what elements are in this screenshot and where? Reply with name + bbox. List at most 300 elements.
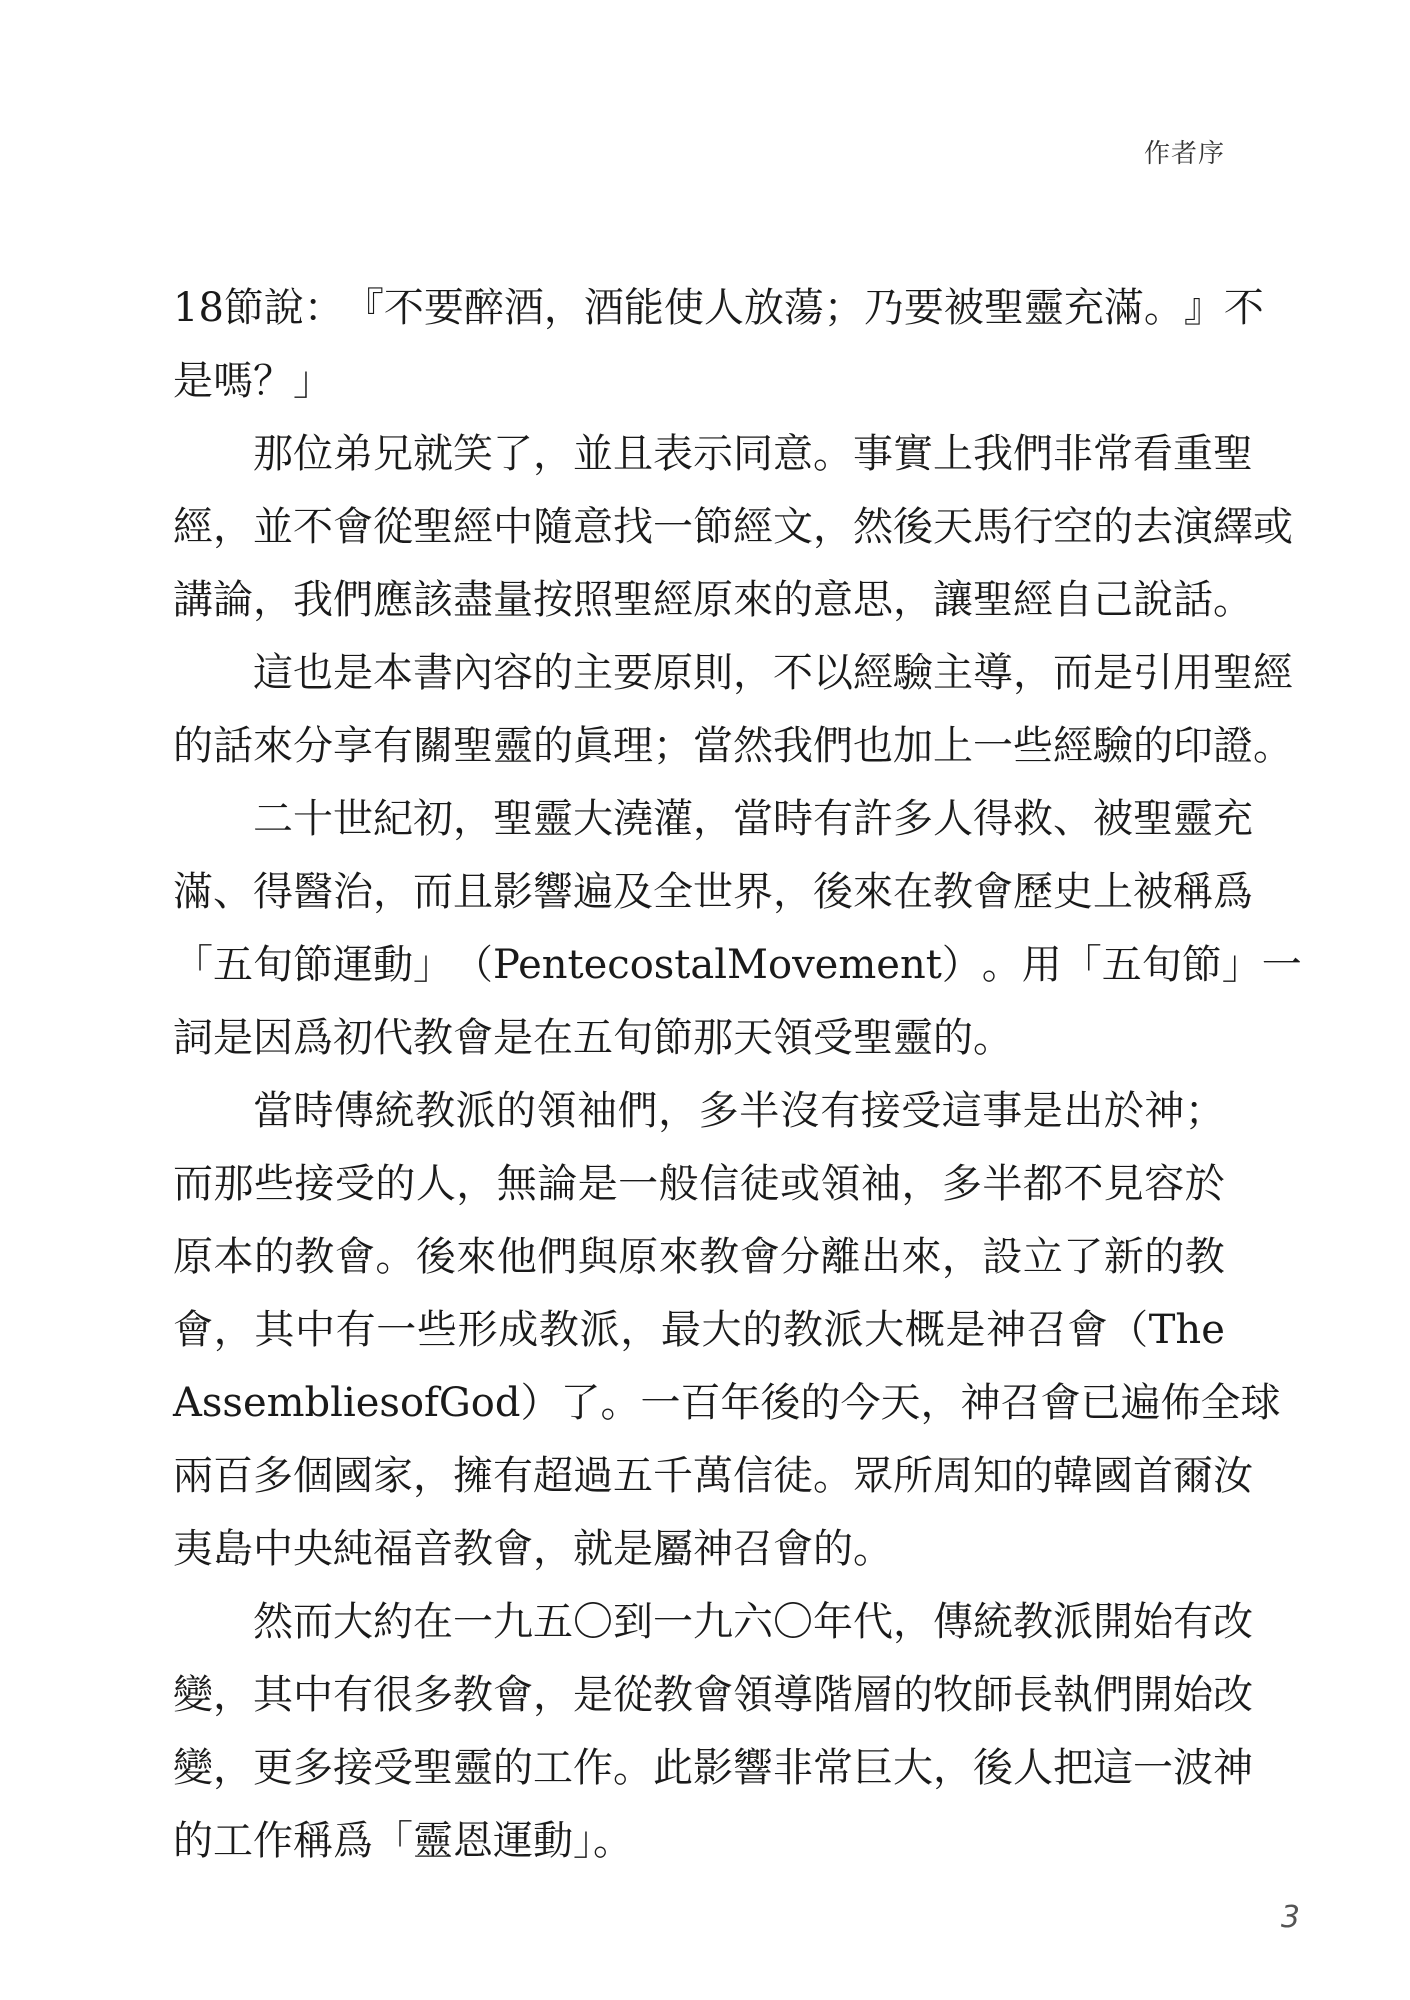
text-glyph: 佈 [1160, 1380, 1201, 1426]
text-glyph: 影 [693, 1745, 733, 1791]
text-glyph: 遍 [573, 869, 613, 915]
text-glyph: 執 [1053, 1672, 1093, 1718]
text-glyph: 聖 [1133, 796, 1173, 842]
text-glyph: 了 [1063, 1234, 1104, 1280]
text-glyph: 百 [213, 1453, 253, 1499]
text-glyph: Pentecostal [493, 942, 728, 988]
text-glyph: 本 [373, 650, 413, 696]
text-glyph: ， [733, 650, 773, 696]
text-glyph: ， [693, 796, 733, 842]
text-glyph: 節 [293, 942, 333, 988]
text-glyph: 爲 [1213, 869, 1253, 915]
text-glyph: 則 [693, 650, 733, 696]
text-glyph: 是 [945, 1307, 986, 1353]
text-glyph: 們 [617, 1088, 658, 1134]
text-glyph: 不 [1223, 285, 1264, 331]
text-glyph: 中 [294, 1307, 335, 1353]
text-glyph: 當 [733, 796, 773, 842]
text-glyph: 長 [1013, 1672, 1053, 1718]
text-glyph: 然 [253, 1599, 293, 1645]
text-line [173, 929, 1302, 1002]
text-glyph: 改 [1213, 1672, 1253, 1718]
text-glyph: 些 [253, 1161, 294, 1207]
text-glyph: 的 [253, 1234, 294, 1280]
text-glyph: 信 [699, 1161, 740, 1207]
text-glyph: 上 [933, 431, 973, 477]
text-glyph: ， [213, 1307, 254, 1353]
text-glyph: 首 [1133, 1453, 1173, 1499]
text-glyph: 中 [293, 1672, 333, 1718]
text-glyph: 召 [1026, 1307, 1067, 1353]
text-glyph: 有 [813, 796, 853, 842]
text-glyph: Movement [727, 942, 942, 988]
text-glyph: 兄 [373, 431, 413, 477]
text-glyph: 的 [893, 1672, 933, 1718]
text-glyph: 召 [1000, 1380, 1041, 1426]
text-glyph: 經 [1253, 650, 1293, 696]
text-glyph: 波 [1173, 1745, 1213, 1791]
text-glyph: 一 [1261, 942, 1302, 988]
text-glyph: 個 [293, 1453, 333, 1499]
text-glyph: 袖 [577, 1088, 618, 1134]
text-glyph: 教 [294, 1234, 335, 1280]
text-glyph: 充 [1213, 796, 1253, 842]
text-glyph: 史 [1053, 869, 1093, 915]
text-glyph: 傳 [334, 1088, 375, 1134]
text-glyph: ， [1013, 650, 1053, 696]
text-glyph: 汝 [1213, 1453, 1253, 1499]
text-glyph: 以 [813, 650, 853, 696]
text-glyph: 「 [1061, 942, 1102, 988]
text-glyph: 神 [1213, 1745, 1253, 1791]
text-glyph: 原 [173, 1234, 213, 1280]
text-glyph: 球 [1240, 1380, 1281, 1426]
text-glyph: 經 [173, 504, 213, 550]
text-glyph: 去 [1133, 504, 1173, 550]
text-glyph: 能 [623, 285, 664, 331]
text-glyph: God [438, 1380, 521, 1426]
text-glyph: 們 [1093, 1672, 1133, 1718]
text-glyph: 大 [701, 1307, 742, 1353]
text-glyph: 。 [813, 1453, 853, 1499]
text-glyph: 形 [457, 1307, 498, 1353]
text-glyph: 牧 [933, 1672, 973, 1718]
text-glyph: 人 [933, 796, 973, 842]
text-glyph: 其 [254, 1307, 295, 1353]
text-glyph: 其 [253, 1672, 293, 1718]
text-glyph: 有 [493, 1453, 533, 1499]
text-glyph: 」 [413, 942, 453, 988]
text-glyph: 我 [973, 431, 1013, 477]
text-glyph: The [1148, 1307, 1225, 1353]
text-glyph: 會 [739, 1234, 780, 1280]
text-glyph: 事 [982, 1088, 1023, 1134]
text-glyph: ， [813, 504, 853, 550]
text-glyph: 」 [1221, 942, 1262, 988]
text-glyph: 會 [334, 1234, 375, 1280]
text-glyph: 會 [493, 1672, 533, 1718]
text-glyph: 成 [498, 1307, 539, 1353]
running-header: 作者序 [1143, 139, 1225, 169]
text-glyph: 接 [333, 1745, 373, 1791]
text-glyph: 常 [1093, 431, 1133, 477]
text-glyph: 聖 [983, 285, 1024, 331]
text-glyph: 且 [613, 431, 653, 477]
text-glyph: 更 [253, 1745, 293, 1791]
text-glyph: 要 [423, 285, 464, 331]
text-glyph: 馬 [973, 504, 1013, 550]
text-glyph: 後 [415, 1234, 456, 1280]
text-glyph: 經 [453, 504, 493, 550]
text-glyph: 論 [537, 1161, 578, 1207]
text-glyph: 設 [982, 1234, 1023, 1280]
text-glyph: 始 [1133, 1599, 1173, 1645]
text-glyph: 一 [653, 504, 693, 550]
text-glyph: 或 [1253, 504, 1293, 550]
text-glyph: 表 [653, 431, 693, 477]
text-glyph: 很 [373, 1672, 413, 1718]
text-glyph: 容 [493, 650, 533, 696]
text-line [173, 272, 1264, 345]
text-glyph: 會 [333, 504, 373, 550]
text-line [173, 1659, 1253, 1732]
text-glyph: 人 [703, 285, 744, 331]
text-glyph: 這 [253, 650, 293, 696]
text-glyph: 人 [415, 1161, 456, 1207]
text-glyph: 多 [698, 1088, 739, 1134]
text-glyph: 〇 [773, 1599, 813, 1645]
text-glyph: 響 [733, 1745, 773, 1791]
text-glyph: 聖 [1213, 650, 1253, 696]
text-glyph: 時 [293, 1088, 334, 1134]
text-glyph: 醉 [463, 285, 504, 331]
text-glyph: 後 [760, 1380, 801, 1426]
text-glyph: 是 [573, 1672, 613, 1718]
text-glyph: 被 [1093, 796, 1133, 842]
text-glyph: ， [213, 1672, 253, 1718]
text-glyph: 世 [333, 796, 373, 842]
text-glyph: 18 [173, 285, 224, 331]
text-glyph: 看 [1133, 431, 1173, 477]
text-glyph: 演 [1173, 504, 1213, 550]
text-glyph: 過 [573, 1453, 613, 1499]
text-glyph: 運 [333, 942, 373, 988]
text-line [173, 1148, 1225, 1221]
text-glyph: 放 [743, 285, 784, 331]
text-glyph: 一 [453, 1599, 493, 1645]
text-glyph: 中 [493, 504, 533, 550]
text-glyph: 不 [773, 650, 813, 696]
text-glyph: 大 [893, 1745, 933, 1791]
text-glyph: 多 [893, 796, 933, 842]
text-glyph: 歷 [1013, 869, 1053, 915]
text-glyph: 旬 [1141, 942, 1182, 988]
text-glyph: 教 [538, 1307, 579, 1353]
text-glyph: 有 [335, 1307, 376, 1353]
text-glyph: 。 [613, 1745, 653, 1791]
text-glyph: 分 [780, 1234, 821, 1280]
text-glyph: 。 [813, 431, 853, 477]
text-glyph: 當 [253, 1088, 293, 1134]
text-glyph: 界 [733, 869, 773, 915]
text-glyph: 受 [334, 1161, 375, 1207]
text-glyph: 教 [1013, 1599, 1053, 1645]
text-glyph: 而 [413, 869, 453, 915]
text-glyph: 多 [253, 1453, 293, 1499]
page-number: 3 [1280, 1900, 1300, 1935]
text-glyph: 靈 [453, 1745, 493, 1791]
text-glyph: 教 [782, 1307, 823, 1353]
text-glyph: 的 [1093, 504, 1133, 550]
text-glyph: 會 [1040, 1380, 1081, 1426]
text-glyph: 節 [1181, 942, 1222, 988]
text-glyph: 有 [820, 1088, 861, 1134]
text-glyph: 巨 [853, 1745, 893, 1791]
text-glyph: 會 [173, 1307, 213, 1353]
text-glyph: 經 [853, 650, 893, 696]
text-glyph: 弟 [333, 431, 373, 477]
text-glyph: 要 [903, 285, 944, 331]
text-glyph: ， [373, 869, 413, 915]
text-glyph: 無 [496, 1161, 537, 1207]
text-glyph: of [399, 1380, 439, 1426]
text-glyph: 工 [533, 1745, 573, 1791]
text-glyph: 。 [600, 1380, 641, 1426]
text-line: 夷島中央純福音教會，就是屬神召會的。 [173, 1526, 893, 1572]
text-glyph: 國 [333, 1453, 373, 1499]
text-glyph: ， [456, 1161, 497, 1207]
text-glyph: 澆 [613, 796, 653, 842]
text-glyph: 的 [1013, 1453, 1053, 1499]
text-glyph: 師 [973, 1672, 1013, 1718]
text-glyph: 受 [901, 1088, 942, 1134]
text-glyph: ， [893, 1599, 933, 1645]
text-glyph: 多 [413, 1672, 453, 1718]
text-glyph: 袖 [860, 1161, 901, 1207]
text-glyph: 得 [253, 869, 293, 915]
text-glyph: 。 [981, 942, 1022, 988]
text-glyph: 並 [253, 504, 293, 550]
text-glyph: 會 [693, 1672, 733, 1718]
text-glyph: 全 [1200, 1380, 1241, 1426]
text-glyph: 的 [493, 1745, 533, 1791]
text-glyph: 天 [880, 1380, 921, 1426]
text-glyph: 一 [653, 1599, 693, 1645]
text-glyph: 及 [613, 869, 653, 915]
text-glyph: 多 [941, 1161, 982, 1207]
text-glyph: 代 [853, 1599, 893, 1645]
text-glyph: ， [213, 504, 253, 550]
text-glyph: ） [520, 1380, 561, 1426]
text-glyph: 派 [579, 1307, 620, 1353]
text-glyph: 兩 [173, 1453, 213, 1499]
text-glyph: 立 [1022, 1234, 1063, 1280]
text-glyph: 五 [533, 1599, 573, 1645]
text-glyph: 酒 [503, 285, 544, 331]
text-glyph: 的 [375, 1161, 416, 1207]
text-line [173, 1586, 1253, 1659]
text-glyph: 而 [293, 1599, 333, 1645]
text-glyph: 於 [1184, 1161, 1225, 1207]
text-glyph: 事 [853, 431, 893, 477]
text-glyph: 經 [733, 504, 773, 550]
text-line: 詞是因爲初代教會是在五旬節那天領受聖靈的。 [173, 1015, 1013, 1061]
text-glyph: 得 [973, 796, 1013, 842]
text-glyph: 年 [813, 1599, 853, 1645]
text-glyph: 派 [455, 1088, 496, 1134]
text-glyph: 重 [1173, 431, 1213, 477]
text-glyph: 原 [653, 650, 693, 696]
text-glyph: 靈 [1173, 796, 1213, 842]
text-line [173, 637, 1293, 710]
text-glyph: 了 [560, 1380, 601, 1426]
text-glyph: 作 [573, 1745, 613, 1791]
text-glyph: 此 [653, 1745, 693, 1791]
text-glyph: ， [620, 1307, 661, 1353]
text-glyph: 繹 [1213, 504, 1253, 550]
text-glyph: 一 [618, 1161, 659, 1207]
text-glyph: 使 [663, 285, 704, 331]
text-glyph: 聖 [413, 1745, 453, 1791]
text-glyph: 聖 [413, 504, 453, 550]
text-glyph: 蕩 [783, 285, 824, 331]
text-glyph: 周 [933, 1453, 973, 1499]
text-glyph: 沒 [779, 1088, 820, 1134]
text-glyph: 他 [496, 1234, 537, 1280]
text-glyph: ， [773, 869, 813, 915]
text-glyph: 而 [173, 1161, 213, 1207]
text-glyph: 一 [640, 1380, 681, 1426]
text-glyph: 隨 [533, 504, 573, 550]
text-glyph: 被 [943, 285, 984, 331]
text-glyph: 醫 [293, 869, 333, 915]
text-glyph: 是 [333, 650, 373, 696]
text-glyph: 徒 [739, 1161, 780, 1207]
text-glyph: 靈 [533, 796, 573, 842]
text-glyph: 全 [653, 869, 693, 915]
text-glyph: 來 [901, 1234, 942, 1280]
text-glyph: 導 [973, 650, 1013, 696]
text-glyph: 領 [536, 1088, 577, 1134]
text-glyph: 萬 [693, 1453, 733, 1499]
text-glyph: 神 [1144, 1088, 1185, 1134]
text-glyph: 滿 [1103, 285, 1144, 331]
text-glyph: ， [901, 1161, 942, 1207]
text-glyph: 統 [374, 1088, 415, 1134]
text-glyph: 變 [173, 1672, 213, 1718]
text-glyph: 治 [333, 869, 373, 915]
body-text [173, 272, 1302, 1878]
text-glyph: 是 [1093, 650, 1133, 696]
text-glyph: 也 [293, 650, 333, 696]
text-glyph: 的 [533, 650, 573, 696]
text-glyph: 並 [573, 431, 613, 477]
text-glyph: 家 [373, 1453, 413, 1499]
text-glyph: ， [453, 796, 493, 842]
text-glyph: 。 [375, 1234, 416, 1280]
text-glyph: 教 [653, 1672, 693, 1718]
text-glyph: 擁 [453, 1453, 493, 1499]
text-glyph: 接 [860, 1088, 901, 1134]
text-glyph: 找 [613, 504, 653, 550]
text-glyph: 十 [293, 796, 333, 842]
text-line: 是嗎？」 [173, 358, 333, 404]
text-glyph: ） [941, 942, 982, 988]
text-glyph: 節 [223, 285, 264, 331]
text-glyph: 動 [373, 942, 413, 988]
text-glyph: 般 [658, 1161, 699, 1207]
text-glyph: 大 [573, 796, 613, 842]
text-glyph: 教 [453, 1672, 493, 1718]
text-line [173, 1075, 1225, 1148]
text-glyph: 主 [573, 650, 613, 696]
text-glyph: 說 [263, 285, 304, 331]
text-glyph: 百 [680, 1380, 721, 1426]
text-glyph: 變 [173, 1745, 213, 1791]
text-glyph: 國 [1093, 1453, 1133, 1499]
text-glyph: 用 [1173, 650, 1213, 696]
text-glyph: 些 [416, 1307, 457, 1353]
text-line [173, 491, 1293, 564]
text-glyph: 來 [456, 1234, 497, 1280]
text-glyph: 半 [739, 1088, 780, 1134]
text-glyph: 同 [733, 431, 773, 477]
text-glyph: 二 [253, 796, 293, 842]
text-glyph: 最 [660, 1307, 701, 1353]
text-glyph: 了 [493, 431, 533, 477]
text-glyph: 的 [742, 1307, 783, 1353]
text-glyph: 的 [496, 1088, 537, 1134]
text-glyph: 被 [1133, 869, 1173, 915]
text-glyph: 、 [1053, 796, 1093, 842]
text-glyph: 始 [1173, 1672, 1213, 1718]
text-glyph: 多 [293, 1745, 333, 1791]
text-glyph: 本 [213, 1234, 254, 1280]
text-glyph: 都 [1022, 1161, 1063, 1207]
text-glyph: 一 [376, 1307, 417, 1353]
text-glyph: 離 [820, 1234, 861, 1280]
text-glyph: 響 [533, 869, 573, 915]
text-glyph: 一 [1133, 1745, 1173, 1791]
text-glyph: 用 [1021, 942, 1062, 988]
text-glyph: 容 [1144, 1161, 1185, 1207]
text-glyph: 是 [1022, 1088, 1063, 1134]
text-glyph: 不 [293, 504, 333, 550]
text-glyph: 爾 [1173, 1453, 1213, 1499]
text-glyph: 超 [533, 1453, 573, 1499]
text-glyph: 派 [823, 1307, 864, 1353]
text-glyph: 示 [693, 431, 733, 477]
text-glyph: 實 [893, 431, 933, 477]
text-line [173, 1221, 1225, 1294]
text-glyph: 大 [864, 1307, 905, 1353]
text-glyph: 這 [941, 1088, 982, 1134]
text-glyph: 且 [453, 869, 493, 915]
text-glyph: 主 [933, 650, 973, 696]
text-glyph: 行 [1013, 504, 1053, 550]
text-glyph: 層 [853, 1672, 893, 1718]
text-glyph: 而 [1053, 650, 1093, 696]
text-glyph: 那 [213, 1161, 254, 1207]
text-glyph: 內 [453, 650, 493, 696]
text-line [173, 1367, 1281, 1440]
text-glyph: 徒 [773, 1453, 813, 1499]
text-glyph: 來 [853, 869, 893, 915]
text-glyph: ， [933, 1745, 973, 1791]
text-glyph: 階 [813, 1672, 853, 1718]
text-glyph: 約 [373, 1599, 413, 1645]
text-glyph: 到 [613, 1599, 653, 1645]
